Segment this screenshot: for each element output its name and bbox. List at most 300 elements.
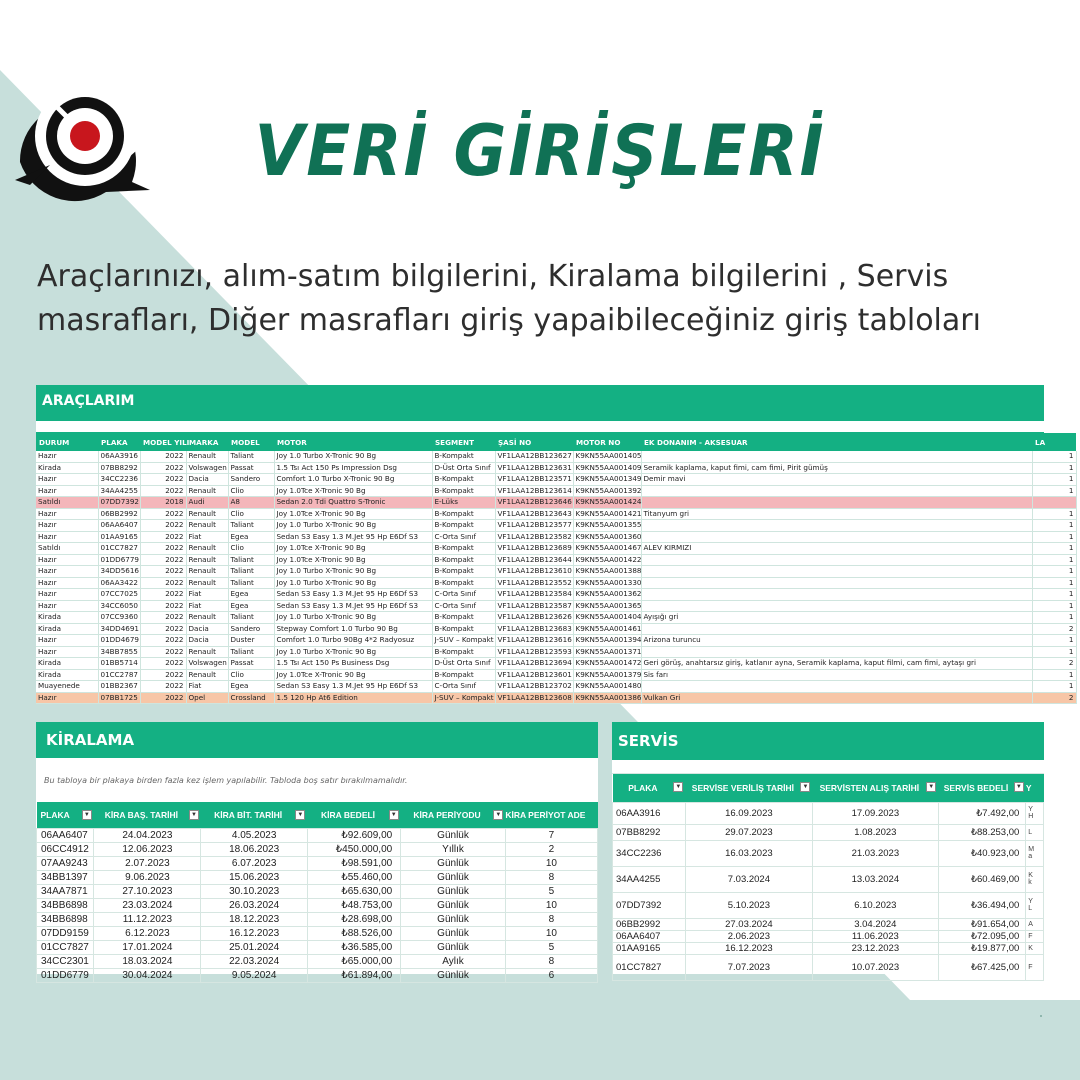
table-cell[interactable]: 2022: [140, 600, 186, 612]
table-cell[interactable]: Volswagen: [186, 658, 228, 670]
table-row[interactable]: [36, 474, 1076, 486]
table-cell[interactable]: 2: [1032, 623, 1076, 635]
table-cell[interactable]: 18.06.2023: [201, 842, 307, 856]
table-cell[interactable]: Joy 1.0Tce X-Tronic 90 Bg: [274, 669, 432, 681]
table-row[interactable]: [36, 485, 1076, 497]
table-cell[interactable]: 17.01.2024: [94, 940, 201, 954]
table-cell[interactable]: 6.07.2023: [201, 856, 307, 870]
table-cell[interactable]: 10: [505, 856, 597, 870]
table-cell[interactable]: [641, 520, 1032, 532]
table-cell[interactable]: B-Kompakt: [432, 577, 495, 589]
table-cell[interactable]: 06CC4912: [37, 842, 94, 856]
table-cell[interactable]: 06AA6407: [98, 520, 140, 532]
table-cell[interactable]: Sedan S3 Easy 1.3 M.Jet 95 Hp E6Df S3: [274, 531, 432, 543]
table-cell[interactable]: ₺60.469,00: [938, 866, 1026, 892]
table-cell[interactable]: K9KN55AA001394: [573, 635, 641, 647]
filter-dropdown-icon[interactable]: ▼: [800, 782, 810, 792]
table-cell[interactable]: Joy 1.0 Turbo X-Tronic 90 Bg: [274, 520, 432, 532]
table-cell[interactable]: Sedan 2.0 Tdi Quattro S-Tronic: [274, 497, 432, 509]
table-cell[interactable]: Sandero: [228, 474, 274, 486]
table-cell[interactable]: K9KN55AA001405: [573, 451, 641, 462]
table-row[interactable]: [37, 940, 598, 954]
table-cell[interactable]: 5: [505, 940, 597, 954]
table-cell[interactable]: 34CC2301: [37, 954, 94, 968]
table-cell[interactable]: Dacia: [186, 474, 228, 486]
table-cell[interactable]: Kirada: [36, 658, 98, 670]
table-cell[interactable]: 07AA9243: [37, 856, 94, 870]
table-cell[interactable]: 2022: [140, 543, 186, 555]
table-cell[interactable]: [641, 623, 1032, 635]
table-cell[interactable]: 2.07.2023: [94, 856, 201, 870]
table-cell[interactable]: [641, 566, 1032, 578]
table-cell[interactable]: J-SUV – Kompakt: [432, 635, 495, 647]
filter-dropdown-icon[interactable]: ▼: [493, 810, 503, 820]
table-cell[interactable]: 1: [1032, 612, 1076, 624]
kiralama-column-header[interactable]: [37, 802, 94, 828]
table-cell[interactable]: Taliant: [228, 646, 274, 658]
table-cell[interactable]: Opel: [186, 692, 228, 704]
table-cell[interactable]: Hazır: [36, 508, 98, 520]
table-cell[interactable]: 1: [1032, 543, 1076, 555]
table-cell[interactable]: 9.05.2024: [201, 968, 307, 982]
table-cell[interactable]: Ayışığı gri: [641, 612, 1032, 624]
table-row[interactable]: [37, 884, 598, 898]
table-cell[interactable]: Hazır: [36, 451, 98, 462]
table-cell[interactable]: 18.12.2023: [201, 912, 307, 926]
filter-dropdown-icon[interactable]: ▼: [82, 810, 92, 820]
table-cell[interactable]: 27.03.2024: [685, 918, 812, 930]
table-cell[interactable]: B-Kompakt: [432, 451, 495, 462]
table-cell[interactable]: 2022: [140, 681, 186, 693]
table-cell[interactable]: 6: [505, 968, 597, 982]
table-cell[interactable]: 34BB1397: [37, 870, 94, 884]
table-cell[interactable]: 01CC7827: [98, 543, 140, 555]
table-cell[interactable]: Geri görüş, anahtarsız giriş, katlanır ayna, Seramik kaplama, kaput filmi, cam fimi, aytaşı gri: [641, 658, 1032, 670]
table-cell[interactable]: Egea: [228, 589, 274, 601]
kiralama-column-header[interactable]: [401, 802, 506, 828]
table-row[interactable]: [36, 508, 1076, 520]
table-row[interactable]: [37, 926, 598, 940]
table-cell[interactable]: VF1LAA12BB123582: [495, 531, 573, 543]
table-cell[interactable]: 10.07.2023: [812, 954, 938, 980]
table-row[interactable]: [613, 840, 1044, 866]
table-cell[interactable]: ₺450.000,00: [307, 842, 400, 856]
table-cell[interactable]: E-Lüks: [432, 497, 495, 509]
table-cell[interactable]: Günlük: [401, 870, 506, 884]
table-cell[interactable]: 6.10.2023: [812, 892, 938, 918]
table-cell[interactable]: K9KN55AA001386: [573, 692, 641, 704]
table-cell[interactable]: 11.06.2023: [812, 930, 938, 942]
table-cell[interactable]: Clio: [228, 508, 274, 520]
table-row[interactable]: [37, 828, 598, 842]
table-cell[interactable]: K9KN55AA001371: [573, 646, 641, 658]
table-cell[interactable]: B-Kompakt: [432, 669, 495, 681]
table-cell[interactable]: Hazır: [36, 635, 98, 647]
kiralama-column-header[interactable]: [201, 802, 307, 828]
table-cell[interactable]: VF1LAA12BB123614: [495, 485, 573, 497]
table-cell[interactable]: Passat: [228, 658, 274, 670]
table-cell[interactable]: Taliant: [228, 612, 274, 624]
table-row[interactable]: [36, 612, 1076, 624]
table-cell[interactable]: Renault: [186, 566, 228, 578]
servis-column-header[interactable]: [1026, 774, 1044, 802]
table-cell[interactable]: 1: [1032, 554, 1076, 566]
table-row[interactable]: [37, 842, 598, 856]
table-cell[interactable]: 6.12.2023: [94, 926, 201, 940]
table-cell[interactable]: 5: [505, 884, 597, 898]
table-cell[interactable]: K9KN55AA001355: [573, 520, 641, 532]
table-cell[interactable]: Clio: [228, 485, 274, 497]
table-cell[interactable]: 34BB6898: [37, 898, 94, 912]
table-cell[interactable]: Titanyum gri: [641, 508, 1032, 520]
table-cell[interactable]: K9KN55AA001330: [573, 577, 641, 589]
table-row[interactable]: [613, 824, 1044, 840]
table-cell[interactable]: 1: [1032, 646, 1076, 658]
table-cell[interactable]: 4.05.2023: [201, 828, 307, 842]
table-cell[interactable]: Sedan S3 Easy 1.3 M.Jet 95 Hp E6Df S3: [274, 589, 432, 601]
table-cell[interactable]: Vulkan Gri: [641, 692, 1032, 704]
table-cell[interactable]: Günlük: [401, 828, 506, 842]
table-cell[interactable]: A8: [228, 497, 274, 509]
table-cell[interactable]: VF1LAA12BB123643: [495, 508, 573, 520]
table-row[interactable]: [37, 870, 598, 884]
table-cell[interactable]: [1032, 497, 1076, 509]
servis-column-header[interactable]: [812, 774, 938, 802]
table-cell[interactable]: 29.07.2023: [685, 824, 812, 840]
araclarim-column-header[interactable]: SEGMENT: [435, 437, 474, 447]
table-cell[interactable]: 01AA9165: [613, 942, 686, 954]
table-cell[interactable]: 2022: [140, 462, 186, 474]
table-cell[interactable]: 07CC7025: [98, 589, 140, 601]
table-row[interactable]: [37, 912, 598, 926]
table-cell[interactable]: Egea: [228, 681, 274, 693]
table-row[interactable]: [36, 451, 1076, 462]
table-cell[interactable]: 1: [1032, 577, 1076, 589]
table-cell[interactable]: Kirada: [36, 612, 98, 624]
table-cell[interactable]: Renault: [186, 669, 228, 681]
table-cell[interactable]: Hazır: [36, 531, 98, 543]
table-cell[interactable]: 1: [1032, 600, 1076, 612]
table-cell[interactable]: ₺65.000,00: [307, 954, 400, 968]
table-row[interactable]: [36, 658, 1076, 670]
table-cell[interactable]: Crossland: [228, 692, 274, 704]
table-cell[interactable]: Taliant: [228, 577, 274, 589]
table-cell[interactable]: K9KN55AA001472: [573, 658, 641, 670]
table-cell[interactable]: C-Orta Sınıf: [432, 589, 495, 601]
table-cell[interactable]: 34DD5616: [98, 566, 140, 578]
table-cell[interactable]: B-Kompakt: [432, 566, 495, 578]
table-cell[interactable]: VF1LAA12BB123627: [495, 451, 573, 462]
table-cell[interactable]: 10: [505, 898, 597, 912]
table-cell[interactable]: 01DD6779: [37, 968, 94, 982]
table-cell[interactable]: 07BB8292: [613, 824, 686, 840]
table-cell[interactable]: 01DD4679: [98, 635, 140, 647]
filter-dropdown-icon[interactable]: ▼: [189, 810, 199, 820]
table-cell[interactable]: ₺40.923,00: [938, 840, 1026, 866]
table-cell[interactable]: 34CC2236: [98, 474, 140, 486]
table-cell[interactable]: A: [1026, 918, 1044, 930]
table-cell[interactable]: ₺36.494,00: [938, 892, 1026, 918]
table-cell[interactable]: ₺92.609,00: [307, 828, 400, 842]
table-cell[interactable]: K9KN55AA001467: [573, 543, 641, 555]
table-cell[interactable]: 2022: [140, 669, 186, 681]
table-row[interactable]: [613, 942, 1044, 954]
table-cell[interactable]: Comfort 1.0 Turbo 90Bg 4*2 Radyosuz: [274, 635, 432, 647]
table-cell[interactable]: B-Kompakt: [432, 543, 495, 555]
table-cell[interactable]: 15.06.2023: [201, 870, 307, 884]
table-cell[interactable]: 21.03.2023: [812, 840, 938, 866]
table-cell[interactable]: Egea: [228, 600, 274, 612]
table-cell[interactable]: Kirada: [36, 669, 98, 681]
table-cell[interactable]: Joy 1.0 Turbo X-Tronic 90 Bg: [274, 612, 432, 624]
table-cell[interactable]: Joy 1.0 Turbo X-Tronic 90 Bg: [274, 451, 432, 462]
servis-column-header[interactable]: [613, 774, 686, 802]
table-cell[interactable]: 30.10.2023: [201, 884, 307, 898]
table-cell[interactable]: J-SUV – Kompakt: [432, 692, 495, 704]
table-cell[interactable]: Kirada: [36, 623, 98, 635]
table-cell[interactable]: 1.5 Tsı Act 150 Ps Business Dsg: [274, 658, 432, 670]
table-cell[interactable]: Günlük: [401, 926, 506, 940]
table-cell[interactable]: 7.03.2024: [685, 866, 812, 892]
table-cell[interactable]: Hazır: [36, 485, 98, 497]
table-cell[interactable]: 2022: [140, 646, 186, 658]
table-cell[interactable]: Renault: [186, 554, 228, 566]
table-cell[interactable]: Aylık: [401, 954, 506, 968]
table-cell[interactable]: Joy 1.0Tce X-Tronic 90 Bg: [274, 543, 432, 555]
table-row[interactable]: [37, 954, 598, 968]
table-cell[interactable]: D-Üst Orta Sınıf: [432, 658, 495, 670]
table-cell[interactable]: Günlük: [401, 940, 506, 954]
table-cell[interactable]: 01BB2367: [98, 681, 140, 693]
table-cell[interactable]: [641, 681, 1032, 693]
table-cell[interactable]: Günlük: [401, 856, 506, 870]
table-cell[interactable]: 16.12.2023: [201, 926, 307, 940]
table-cell[interactable]: ₺67.425,00: [938, 954, 1026, 980]
table-cell[interactable]: 9.06.2023: [94, 870, 201, 884]
table-cell[interactable]: 2022: [140, 474, 186, 486]
table-cell[interactable]: 06AA3916: [613, 802, 686, 824]
table-row[interactable]: [613, 892, 1044, 918]
table-cell[interactable]: 1: [1032, 566, 1076, 578]
table-cell[interactable]: 1: [1032, 635, 1076, 647]
table-cell[interactable]: 2: [505, 842, 597, 856]
table-cell[interactable]: 1: [1032, 451, 1076, 462]
table-cell[interactable]: Stepway Comfort 1.0 Turbo 90 Bg: [274, 623, 432, 635]
table-cell[interactable]: 07BB8292: [98, 462, 140, 474]
table-cell[interactable]: ₺19.877,00: [938, 942, 1026, 954]
table-cell[interactable]: 16.03.2023: [685, 840, 812, 866]
table-cell[interactable]: Hazır: [36, 566, 98, 578]
table-cell[interactable]: K9KN55AA001388: [573, 566, 641, 578]
table-cell[interactable]: VF1LAA12BB123577: [495, 520, 573, 532]
table-cell[interactable]: 06AA3422: [98, 577, 140, 589]
table-cell[interactable]: 1: [1032, 474, 1076, 486]
araclarim-column-header[interactable]: ŞASİ NO: [498, 437, 532, 447]
table-cell[interactable]: ₺88.253,00: [938, 824, 1026, 840]
table-cell[interactable]: [641, 451, 1032, 462]
table-cell[interactable]: VF1LAA12BB123584: [495, 589, 573, 601]
araclarim-column-header[interactable]: MOTOR NO: [576, 437, 621, 447]
table-cell[interactable]: 2022: [140, 566, 186, 578]
table-row[interactable]: [613, 930, 1044, 942]
table-cell[interactable]: Yıllık: [401, 842, 506, 856]
table-cell[interactable]: 8: [505, 912, 597, 926]
table-cell[interactable]: 27.10.2023: [94, 884, 201, 898]
table-cell[interactable]: Renault: [186, 520, 228, 532]
table-cell[interactable]: VF1LAA12BB123601: [495, 669, 573, 681]
table-row[interactable]: [613, 866, 1044, 892]
table-cell[interactable]: 13.03.2024: [812, 866, 938, 892]
table-row[interactable]: [36, 692, 1076, 704]
table-cell[interactable]: 1.5 120 Hp At6 Edition: [274, 692, 432, 704]
table-cell[interactable]: ₺98.591,00: [307, 856, 400, 870]
araclarim-column-header[interactable]: LA: [1035, 437, 1046, 447]
table-cell[interactable]: Taliant: [228, 451, 274, 462]
table-cell[interactable]: Demir mavi: [641, 474, 1032, 486]
table-cell[interactable]: Joy 1.0Tce X-Tronic 90 Bg: [274, 554, 432, 566]
table-cell[interactable]: 2.06.2023: [685, 930, 812, 942]
table-cell[interactable]: Dacia: [186, 635, 228, 647]
table-cell[interactable]: 2022: [140, 577, 186, 589]
table-cell[interactable]: Sandero: [228, 623, 274, 635]
table-row[interactable]: [36, 600, 1076, 612]
table-row[interactable]: [36, 497, 1076, 509]
table-cell[interactable]: 8: [505, 870, 597, 884]
table-cell[interactable]: VF1LAA12BB123571: [495, 474, 573, 486]
table-cell[interactable]: 30.04.2024: [94, 968, 201, 982]
araclarim-column-header[interactable]: PLAKA: [101, 437, 128, 447]
table-cell[interactable]: C-Orta Sınıf: [432, 600, 495, 612]
table-cell[interactable]: Sis farı: [641, 669, 1032, 681]
table-cell[interactable]: F: [1026, 930, 1044, 942]
table-row[interactable]: [36, 531, 1076, 543]
table-cell[interactable]: B-Kompakt: [432, 612, 495, 624]
table-cell[interactable]: Joy 1.0 Turbo X-Tronic 90 Bg: [274, 577, 432, 589]
table-cell[interactable]: 2022: [140, 658, 186, 670]
table-cell[interactable]: 06AA6407: [613, 930, 686, 942]
table-row[interactable]: [36, 462, 1076, 474]
table-cell[interactable]: 06AA6407: [37, 828, 94, 842]
table-cell[interactable]: 22.03.2024: [201, 954, 307, 968]
table-cell[interactable]: 06AA3916: [98, 451, 140, 462]
table-row[interactable]: [36, 589, 1076, 601]
table-cell[interactable]: Hazır: [36, 692, 98, 704]
table-cell[interactable]: Renault: [186, 451, 228, 462]
table-cell[interactable]: B-Kompakt: [432, 623, 495, 635]
table-cell[interactable]: 1: [1032, 508, 1076, 520]
table-cell[interactable]: 10: [505, 926, 597, 940]
kiralama-column-header[interactable]: [307, 802, 400, 828]
table-cell[interactable]: K k: [1026, 866, 1044, 892]
table-cell[interactable]: 26.03.2024: [201, 898, 307, 912]
table-cell[interactable]: Joy 1.0 Turbo X-Tronic 90 Bg: [274, 646, 432, 658]
table-cell[interactable]: Renault: [186, 485, 228, 497]
table-cell[interactable]: 2022: [140, 508, 186, 520]
table-cell[interactable]: K9KN55AA001424: [573, 497, 641, 509]
araclarim-column-header[interactable]: MARKA: [189, 437, 219, 447]
table-cell[interactable]: Fiat: [186, 531, 228, 543]
table-row[interactable]: [36, 520, 1076, 532]
table-cell[interactable]: 1: [1032, 669, 1076, 681]
table-row[interactable]: [37, 856, 598, 870]
table-cell[interactable]: 01CC2787: [98, 669, 140, 681]
table-cell[interactable]: 11.12.2023: [94, 912, 201, 926]
table-cell[interactable]: M a: [1026, 840, 1044, 866]
table-cell[interactable]: ₺61.894,00: [307, 968, 400, 982]
table-cell[interactable]: Günlük: [401, 968, 506, 982]
table-cell[interactable]: 01DD6779: [98, 554, 140, 566]
table-cell[interactable]: 07DD7392: [98, 497, 140, 509]
table-cell[interactable]: [641, 589, 1032, 601]
table-cell[interactable]: Taliant: [228, 520, 274, 532]
table-cell[interactable]: Renault: [186, 543, 228, 555]
table-row[interactable]: [36, 554, 1076, 566]
table-cell[interactable]: Günlük: [401, 884, 506, 898]
table-cell[interactable]: VF1LAA12BB123593: [495, 646, 573, 658]
table-cell[interactable]: VF1LAA12BB123683: [495, 623, 573, 635]
table-cell[interactable]: Joy 1.0Tce X-Tronic 90 Bg: [274, 485, 432, 497]
table-row[interactable]: [36, 646, 1076, 658]
table-cell[interactable]: Egea: [228, 531, 274, 543]
table-cell[interactable]: 07DD7392: [613, 892, 686, 918]
servis-column-header[interactable]: [685, 774, 812, 802]
table-cell[interactable]: K9KN55AA001422: [573, 554, 641, 566]
table-cell[interactable]: VF1LAA12BB123644: [495, 554, 573, 566]
table-cell[interactable]: 34AA7871: [37, 884, 94, 898]
table-cell[interactable]: VF1LAA12BB123616: [495, 635, 573, 647]
table-cell[interactable]: Taliant: [228, 566, 274, 578]
kiralama-column-header[interactable]: [505, 802, 597, 828]
table-cell[interactable]: K9KN55AA001365: [573, 600, 641, 612]
table-cell[interactable]: [641, 497, 1032, 509]
table-cell[interactable]: Taliant: [228, 554, 274, 566]
table-cell[interactable]: 7.07.2023: [685, 954, 812, 980]
table-cell[interactable]: 07DD9159: [37, 926, 94, 940]
table-cell[interactable]: Renault: [186, 577, 228, 589]
table-cell[interactable]: VF1LAA12BB123552: [495, 577, 573, 589]
table-cell[interactable]: Joy 1.0 Turbo X-Tronic 90 Bg: [274, 566, 432, 578]
table-row[interactable]: [36, 577, 1076, 589]
table-cell[interactable]: VF1LAA12BB123608: [495, 692, 573, 704]
table-cell[interactable]: Sedan S3 Easy 1.3 M.Jet 95 Hp E6Df S3: [274, 681, 432, 693]
table-cell[interactable]: K9KN55AA001379: [573, 669, 641, 681]
table-cell[interactable]: K9KN55AA001480: [573, 681, 641, 693]
araclarim-column-header[interactable]: EK DONANIM - AKSESUAR: [644, 437, 748, 447]
table-cell[interactable]: Dacia: [186, 623, 228, 635]
table-cell[interactable]: Satıldı: [36, 497, 98, 509]
table-cell[interactable]: 1.5 Tsı Act 150 Ps Impression Dsg: [274, 462, 432, 474]
table-row[interactable]: [36, 623, 1076, 635]
table-cell[interactable]: Duster: [228, 635, 274, 647]
table-cell[interactable]: VF1LAA12BB123626: [495, 612, 573, 624]
table-cell[interactable]: Arizona turuncu: [641, 635, 1032, 647]
table-cell[interactable]: 06BB2992: [613, 918, 686, 930]
araclarim-column-header[interactable]: DURUM: [39, 437, 70, 447]
table-cell[interactable]: K9KN55AA001404: [573, 612, 641, 624]
table-cell[interactable]: Y H: [1026, 802, 1044, 824]
table-cell[interactable]: B-Kompakt: [432, 485, 495, 497]
table-cell[interactable]: ₺55.460,00: [307, 870, 400, 884]
table-cell[interactable]: K9KN55AA001349: [573, 474, 641, 486]
table-cell[interactable]: 16.12.2023: [685, 942, 812, 954]
table-cell[interactable]: ₺91.654,00: [938, 918, 1026, 930]
table-cell[interactable]: Renault: [186, 612, 228, 624]
filter-dropdown-icon[interactable]: ▼: [926, 782, 936, 792]
table-cell[interactable]: ₺88.526,00: [307, 926, 400, 940]
table-cell[interactable]: 2022: [140, 485, 186, 497]
table-cell[interactable]: 12.06.2023: [94, 842, 201, 856]
table-cell[interactable]: ALEV KIRMIZI: [641, 543, 1032, 555]
